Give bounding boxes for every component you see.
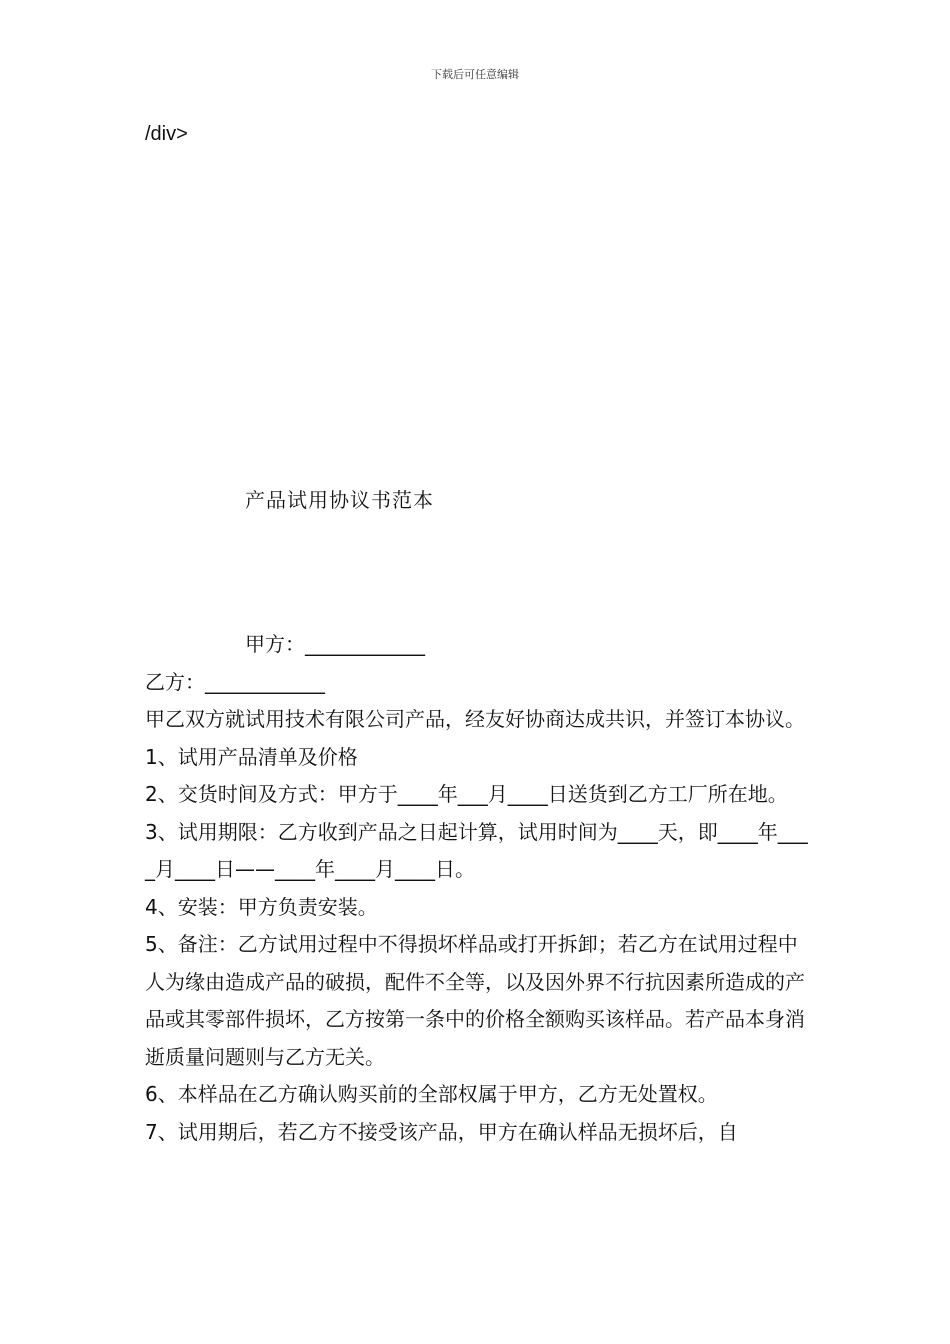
clause-2: 2、交货时间及方式：甲方于____年___月____日送货到乙方工厂所在地。 (145, 782, 788, 806)
clause-1: 1、试用产品清单及价格 (145, 744, 358, 769)
intro-paragraph: 甲乙双方就试用技术有限公司产品，经友好协商达成共识，并签订本协议。 (145, 707, 805, 731)
header-note: 下载后可任意编辑 (431, 68, 519, 81)
clause-4: 4、安装：甲方负责安装。 (145, 894, 378, 919)
clause-6: 6、本样品在乙方确认购买前的全部权属于甲方，乙方无处置权。 (145, 1082, 718, 1106)
stray-markup-text: /div> (145, 123, 188, 145)
party-a-line: 甲方：____________ (245, 632, 425, 656)
party-b-line: 乙方：____________ (145, 669, 325, 694)
clause-7: 7、试用期后，若乙方不接受该产品，甲方在确认样品无损坏后，自 (145, 1119, 738, 1144)
document-title: 产品试用协议书范本 (245, 488, 434, 512)
document-body (145, 626, 810, 1151)
clause-3: 3、试用期限：乙方收到产品之日起计算，试用时间为____天，即____年____月____日——____年____月____日。 (145, 819, 808, 881)
clause-5: 5、备注：乙方试用过程中不得损坏样品或打开拆卸；若乙方在试用过程中人为缘由造成产品的破损，配件不全等，以及因外界不行抗因素所造成的产品或其零部件损坏，乙方按第一条中的价格全额购买该样品。若产品本身消逝质量问题则与乙方无关。 (145, 932, 805, 1069)
